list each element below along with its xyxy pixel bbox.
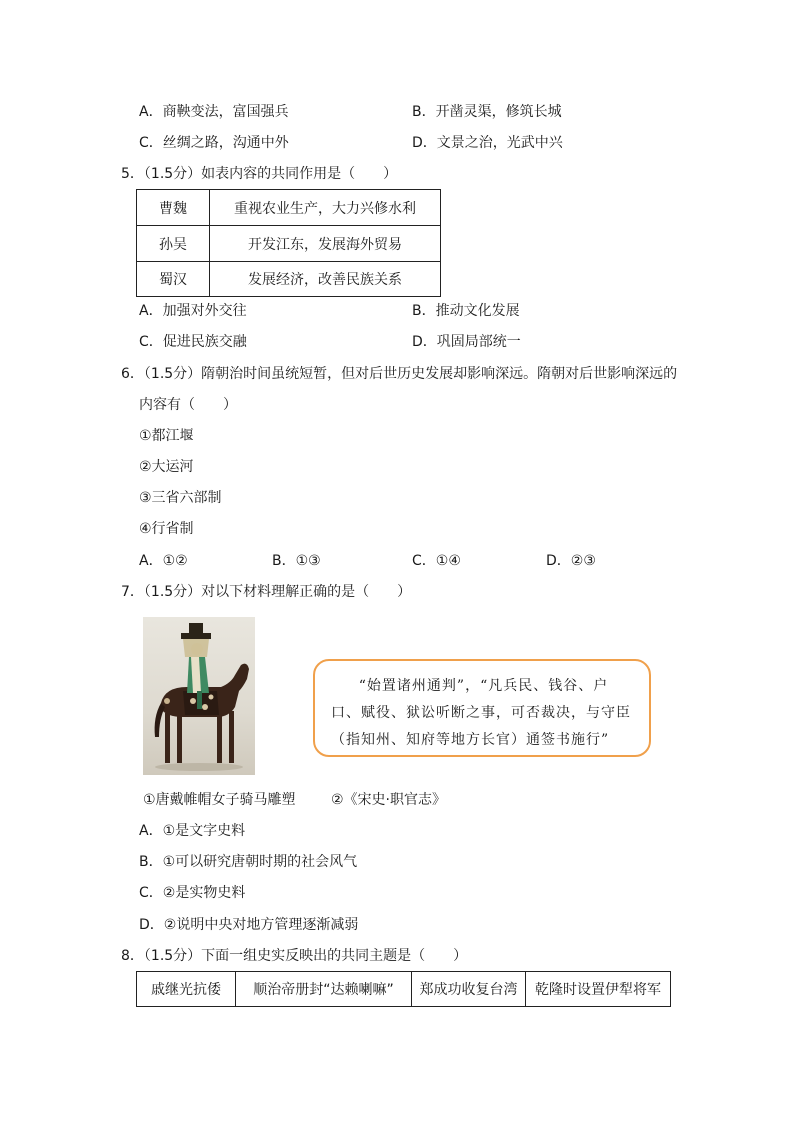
q5-stem: 5．（1.5分）如表内容的共同作用是（ ） <box>121 166 398 182</box>
q5-option-c: C．促进民族交融 <box>139 334 247 350</box>
table-cell: 顺治帝册封“达赖喇嘛” <box>236 972 412 1007</box>
q6-item-1: ①都江堰 <box>139 428 194 444</box>
table-cell: 郑成功收复台湾 <box>412 972 526 1007</box>
q7-caption-1: ①唐戴帷帽女子骑马雕塑 <box>143 792 296 808</box>
q4-option-a: A．商鞅变法，富国强兵 <box>139 104 289 120</box>
table-row <box>137 972 671 1007</box>
q6-item-3: ③三省六部制 <box>139 490 222 506</box>
q6-item-2: ②大运河 <box>139 459 194 475</box>
table-cell: 重视农业生产，大力兴修水利 <box>210 190 441 226</box>
q4-option-c: C．丝绸之路，沟通中外 <box>139 135 289 151</box>
table-cell: 开发江东，发展海外贸易 <box>210 226 441 262</box>
horse-rider-sculpture-icon <box>143 617 255 775</box>
quote-line-3: （指知州、知府等地方长官）通签书施行” <box>331 732 610 748</box>
q5-option-d: D．巩固局部统一 <box>412 334 521 350</box>
q7-caption-2: ②《宋史·职官志》 <box>331 792 447 808</box>
table-row <box>137 262 441 297</box>
table-row <box>137 226 441 262</box>
q6-item-4: ④行省制 <box>139 521 194 537</box>
q6-option-a: A．①② <box>139 553 188 569</box>
q8-stem: 8．（1.5分）下面一组史实反映出的共同主题是（ ） <box>121 948 468 964</box>
table-cell: 乾隆时设置伊犁将军 <box>526 972 671 1007</box>
table-cell: 蜀汉 <box>137 262 210 297</box>
q4-option-b: B．开凿灵渠，修筑长城 <box>412 104 562 120</box>
q5-option-a: A．加强对外交往 <box>139 303 247 319</box>
table-cell: 孙吴 <box>137 226 210 262</box>
horse-rider-sculpture-image <box>143 617 255 775</box>
q7-option-c: C．②是实物史料 <box>139 885 246 901</box>
quote-line-1: “始置诸州通判”，“凡兵民、钱谷、户 <box>358 678 609 694</box>
table-cell: 戚继光抗倭 <box>137 972 236 1007</box>
song-history-quote-box <box>313 659 651 757</box>
q7-stem: 7．（1.5分）对以下材料理解正确的是（ ） <box>121 584 412 600</box>
q7-option-b: B．①可以研究唐朝时期的社会风气 <box>139 854 358 870</box>
table-cell: 曹魏 <box>137 190 210 226</box>
q6-stem-continued: 内容有（ ） <box>139 397 237 413</box>
q6-option-b: B．①③ <box>272 553 321 569</box>
q5-table <box>136 189 441 297</box>
table-cell: 发展经济，改善民族关系 <box>210 262 441 297</box>
q6-stem: 6．（1.5分）隋朝治时间虽统短暂，但对后世历史发展却影响深远。隋朝对后世影响深远的 <box>121 366 678 382</box>
q4-option-d: D．文景之治，光武中兴 <box>412 135 563 151</box>
quote-line-2: 口、赋役、狱讼听断之事，可否裁决，与守臣 <box>331 705 631 721</box>
table-row <box>137 190 441 226</box>
q8-table <box>136 971 671 1007</box>
q7-option-a: A．①是文字史料 <box>139 823 246 839</box>
q6-option-c: C．①④ <box>412 553 461 569</box>
q5-option-b: B．推动文化发展 <box>412 303 520 319</box>
q7-option-d: D．②说明中央对地方管理逐渐减弱 <box>139 917 359 933</box>
q6-option-d: D．②③ <box>546 553 596 569</box>
